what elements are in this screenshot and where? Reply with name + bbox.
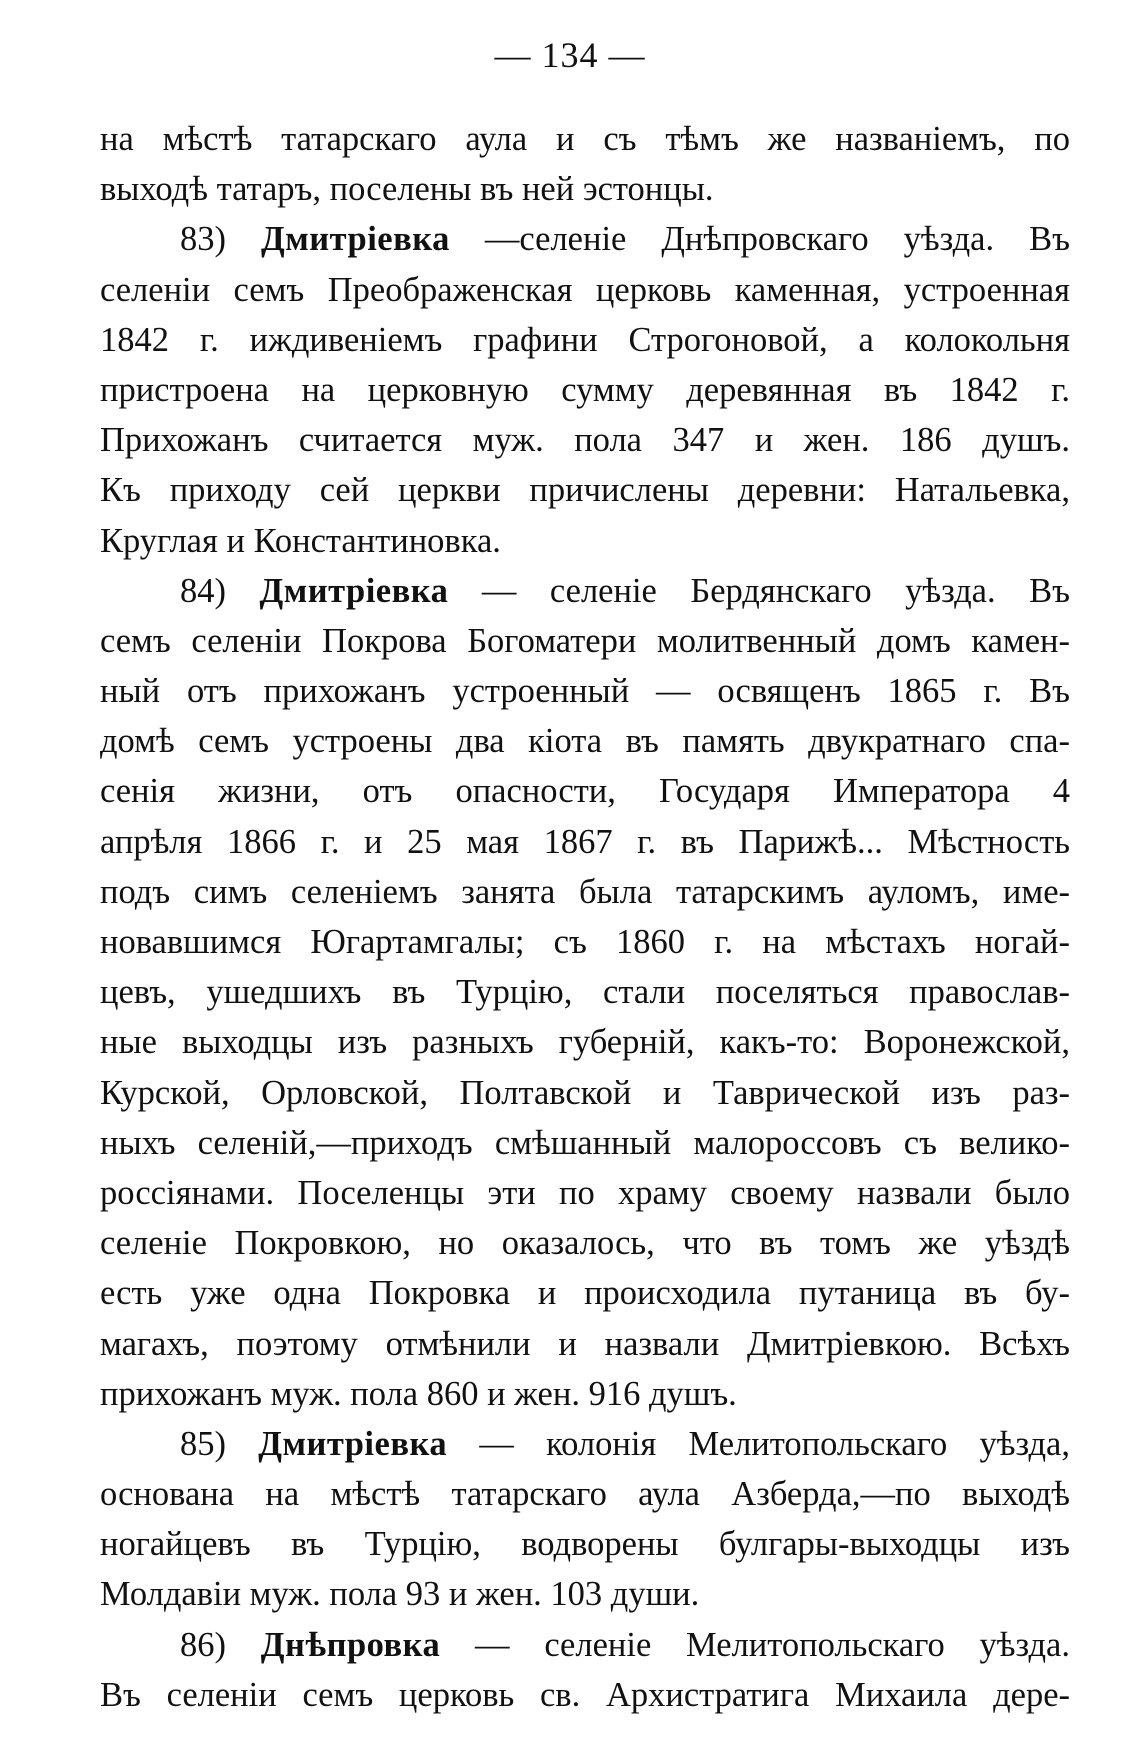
entry-number: 84) xyxy=(180,571,260,610)
body-text xyxy=(100,114,1070,1720)
text-line: основана на мѣстѣ татарскаго аула Азберда,—по выходѣ xyxy=(100,1475,1070,1514)
text-line: ногайцевъ въ Турцію, водворены булгары-выходцы изъ xyxy=(100,1525,1070,1564)
text-line: Курской, Орловской, Полтавской и Таврической изъ раз- xyxy=(100,1073,1070,1112)
text-line: селеніи семъ Преображенская церковь каменная, устроенная xyxy=(100,270,1070,309)
text-line: есть уже одна Покровка и происходила путаница въ бу- xyxy=(100,1274,1070,1313)
text-line: пристроена на церковную сумму деревянная въ 1842 г. xyxy=(100,370,1070,409)
text-line: Къ приходу сей церкви причислены деревни: Натальевка, xyxy=(100,471,1070,510)
text-line: магахъ, поэтому отмѣнили и назвали Дмитріевкою. Всѣхъ xyxy=(100,1324,1070,1363)
entry-headword: Днѣпровка xyxy=(260,1625,441,1664)
text-line: апрѣля 1866 г. и 25 мая 1867 г. въ Парижѣ... Мѣстность xyxy=(100,822,1070,861)
text-line: россіянами. Поселенцы эти по храму своему назвали было xyxy=(100,1173,1070,1212)
entry-first-line xyxy=(100,566,1070,616)
text-line: 1842 г. иждивеніемъ графини Строгоновой, а колокольня xyxy=(100,320,1070,359)
entry-number: 85) xyxy=(180,1424,259,1463)
text-line: сенія жизни, отъ опасности, Государя Императора 4 xyxy=(100,772,1070,811)
text-line: Молдавіи муж. пола 93 и жен. 103 души. xyxy=(100,1575,700,1614)
entry-text: —селеніе Днѣпровскаго уѣзда. Въ xyxy=(449,220,1070,259)
entry-text: — селеніе Мелитопольскаго уѣзда. xyxy=(440,1625,1070,1664)
text-line: семъ селеніи Покрова Богоматери молитвенный домъ камен- xyxy=(100,621,1070,660)
text-line: выходѣ татаръ, поселены въ ней эстонцы. xyxy=(100,170,714,209)
text-line: домѣ семъ устроены два кіота въ память двукратнаго спа- xyxy=(100,722,1070,761)
entry-headword: Дмитріевка xyxy=(261,220,450,259)
text-line: ный отъ прихожанъ устроенный — освященъ 1865 г. Въ xyxy=(100,672,1070,711)
entry-first-line xyxy=(100,214,1070,264)
entry-first-line xyxy=(100,1419,1070,1469)
text-line: Прихожанъ считается муж. пола 347 и жен. 186 душъ. xyxy=(100,421,1070,460)
entry-text: — селеніе Бердянскаго уѣзда. Въ xyxy=(448,571,1070,610)
entry-text: — колонія Мелитопольскаго уѣзда, xyxy=(447,1424,1070,1463)
text-line: прихожанъ муж. пола 860 и жен. 916 душъ. xyxy=(100,1374,737,1413)
entry-number: 86) xyxy=(180,1625,261,1664)
text-line: Въ селеніи семъ церковь св. Архистратига Михаила дере- xyxy=(100,1675,1070,1714)
page-number: — 134 — xyxy=(494,35,646,75)
text-line: на мѣстѣ татарскаго аула и съ тѣмъ же названіемъ, по xyxy=(100,120,1070,158)
text-line: ные выходцы изъ разныхъ губерній, какъ-то: Воронежской, xyxy=(100,1023,1070,1062)
text-line: селеніе Покровкою, но оказалось, что въ томъ же уѣздѣ xyxy=(100,1224,1070,1263)
text-line: новавшимся Югартамгалы; съ 1860 г. на мѣстахъ ногай- xyxy=(100,923,1070,961)
entry-number: 83) xyxy=(180,220,262,259)
text-line: ныхъ селеній,—приходъ смѣшанный малороссовъ съ велико- xyxy=(100,1123,1070,1162)
entry-first-line xyxy=(100,1620,1070,1670)
entry-headword: Дмитріевка xyxy=(258,1424,448,1463)
text-line: Круглая и Константиновка. xyxy=(100,521,501,560)
entry-headword: Дмитріевка xyxy=(259,571,449,610)
text-line: подъ симъ селеніемъ занята была татарскимъ ауломъ, име- xyxy=(100,872,1070,911)
text-line: цевъ, ушедшихъ въ Турцію, стали поселяться православ- xyxy=(100,973,1070,1012)
